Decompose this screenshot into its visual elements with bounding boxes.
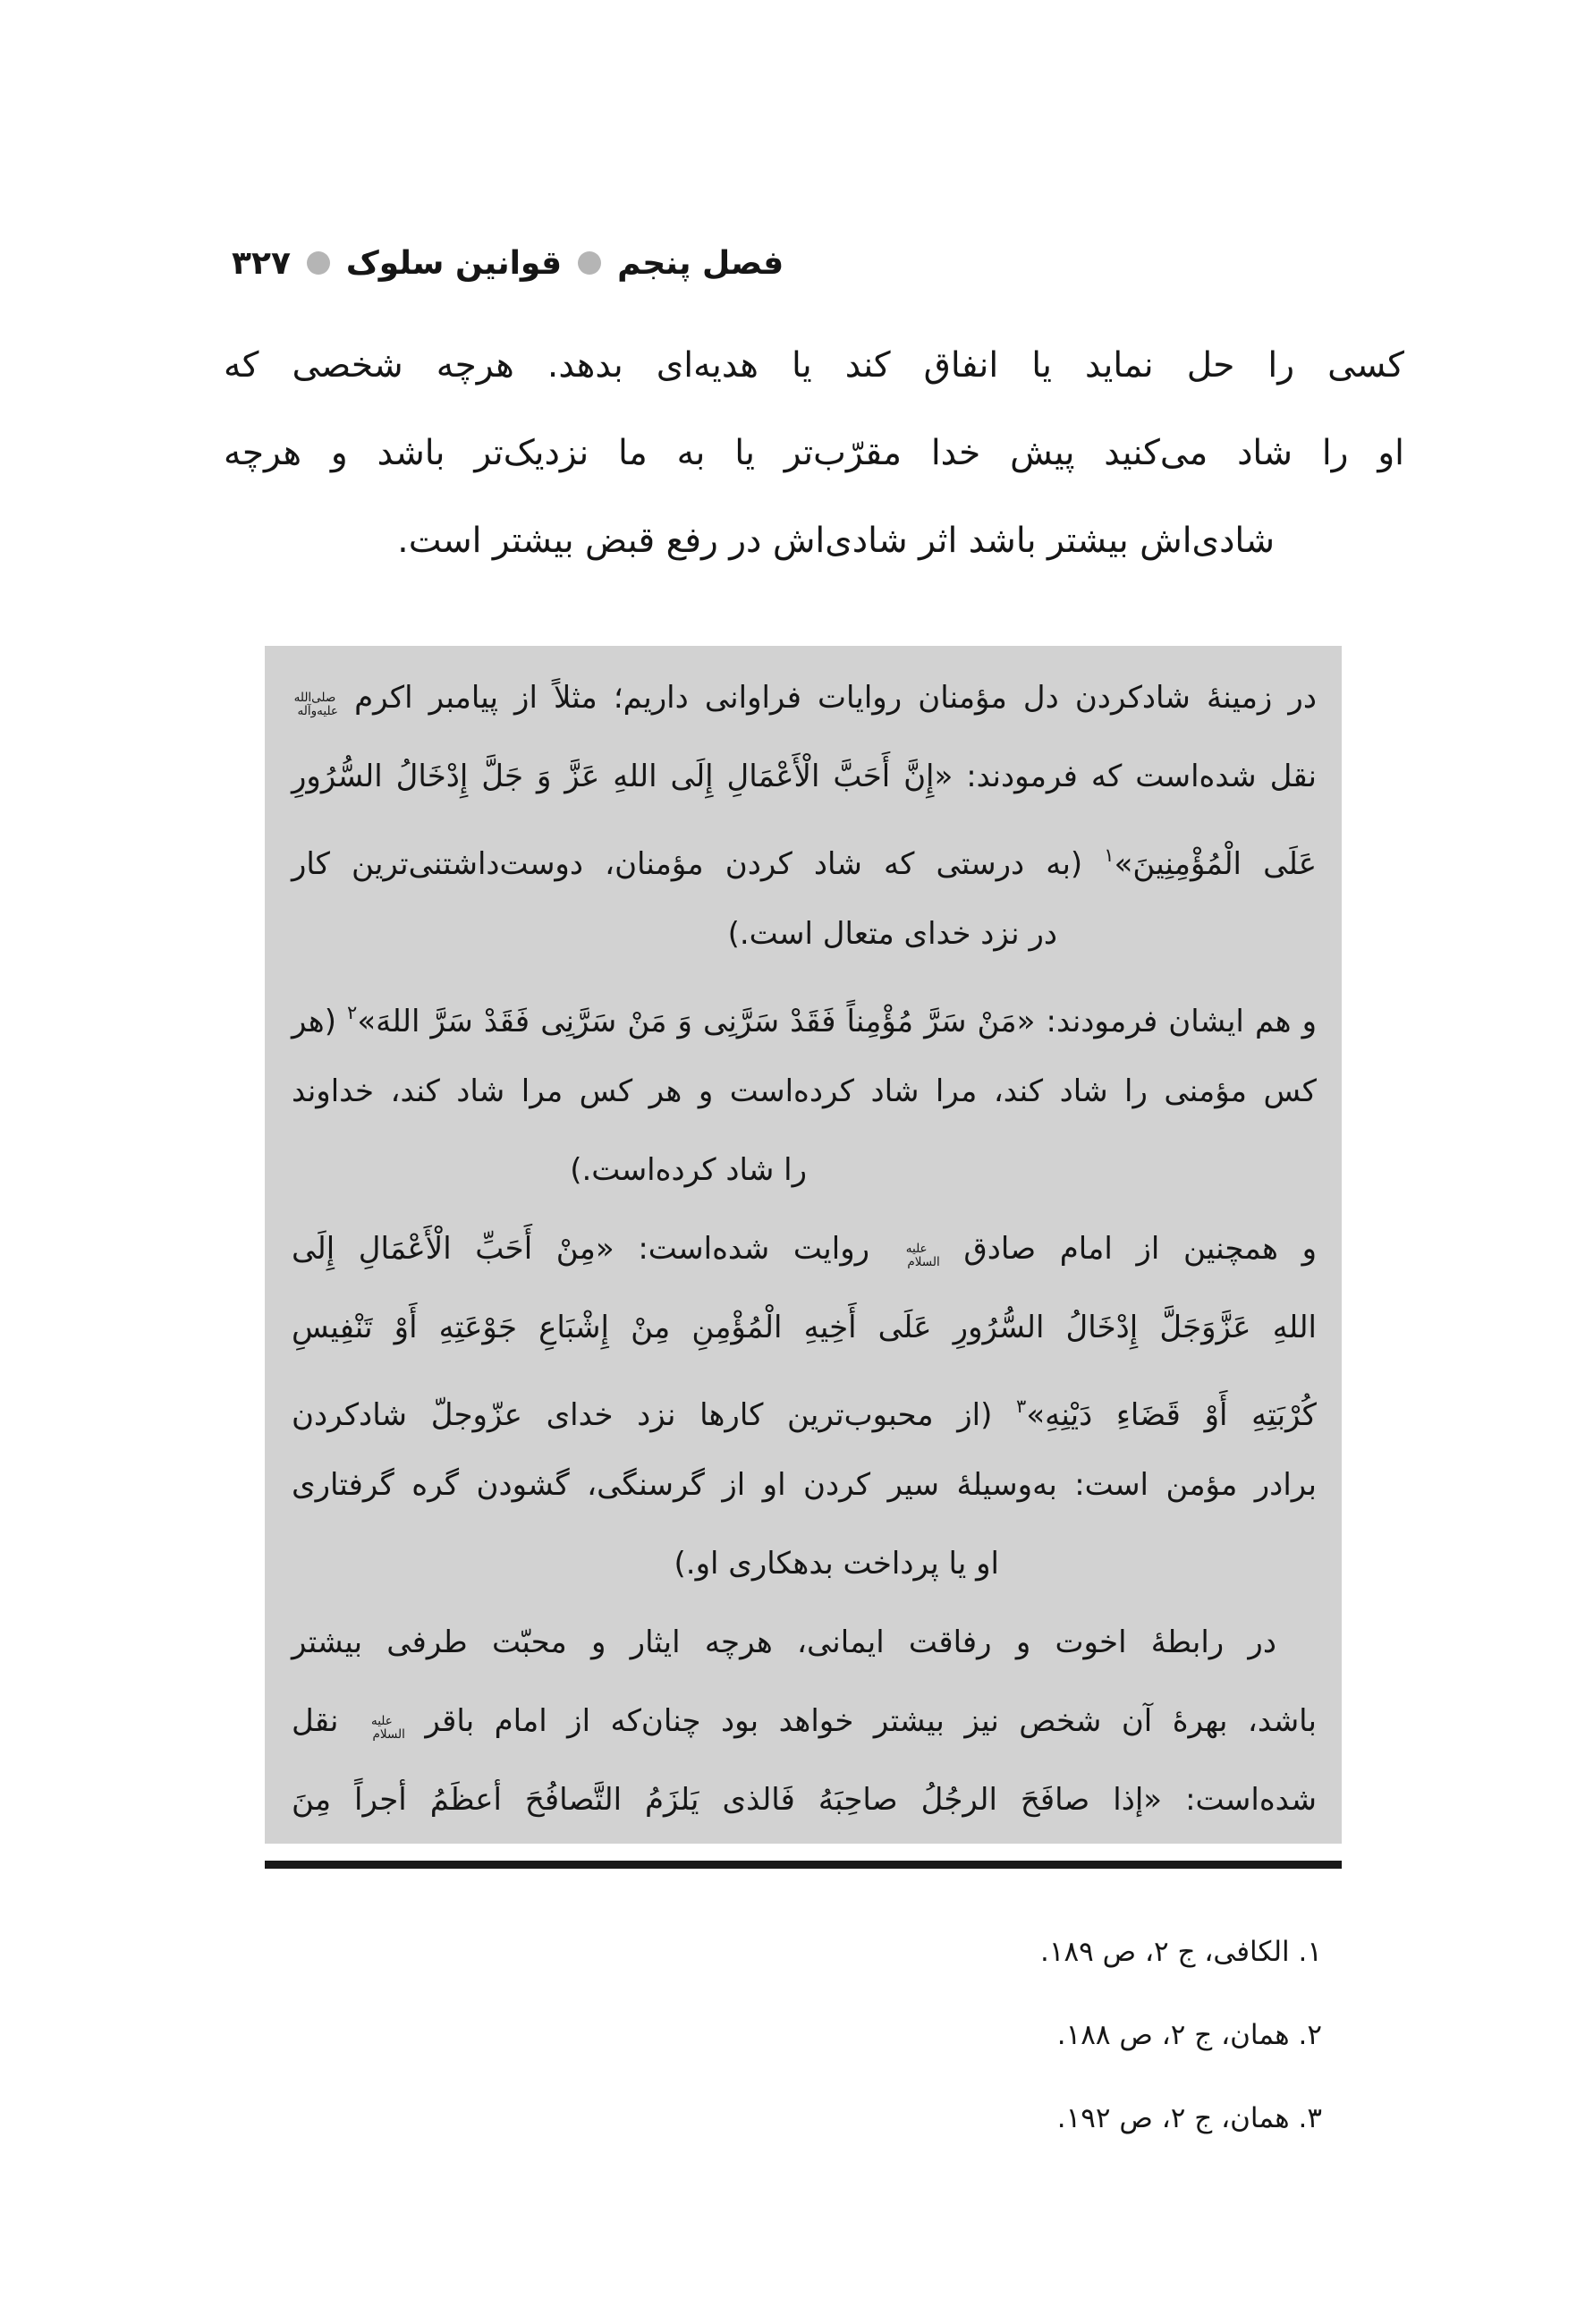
quote-line — [292, 737, 1317, 816]
quote-line — [292, 1209, 1317, 1288]
text-run: اللهِ عَزَّوَجَلَّ إِدْخَالُ السُّرُورِ عَلَی أَخِيهِ الْمُؤْمِنِ مِنْ إِشْبَاعِ جَوْعَتِهِ أَوْ تَنْفِيسِ — [292, 1310, 1317, 1345]
text-run: کس مؤمنی را شاد کند، مرا شاد کرده‌است و هر کس مرا شاد کند، خداوند — [292, 1073, 1317, 1109]
honorific-mark: صلی‌الله علیه‌وآله — [293, 690, 338, 718]
text-run: کسی را حل نماید یا انفاق کند یا هدیه‌ای بدهد. هرچه شخصی که — [224, 345, 1404, 386]
text-run: (به درستی که شاد کردن مؤمنان، دوست‌داشتنی‌ترین کار — [292, 846, 1105, 882]
hadith-quote-block — [265, 646, 1342, 1844]
text-run: کُرْبَتِهِ أَوْ قَضَاءِ دَيْنِهِ» — [1026, 1397, 1317, 1433]
text-run: (هر — [292, 1004, 348, 1039]
text-run: نقل شده‌است که فرمودند: «إِنَّ أَحَبَّ الْأَعْمَالِ إِلَی اللهِ عَزَّ وَ جَلَّ إِدْخَالُ السُّرُورِ — [292, 759, 1317, 794]
page-number: ۳۲۷ — [232, 244, 291, 282]
separator-dot-icon — [578, 251, 601, 275]
text-run: و همچنین از امام صادق — [939, 1231, 1317, 1267]
separator-dot-icon — [307, 251, 330, 275]
text-run: برادر مؤمن است: به‌وسیلهٔ سیر کردن او از گرسنگی، گشودن گره گرفتاری — [292, 1467, 1317, 1503]
quote-line — [292, 1288, 1317, 1367]
text-run: عَلَی الْمُؤْمِنِينَ» — [1114, 846, 1317, 882]
quote-line — [292, 1760, 1317, 1839]
text-run: او را شاد می‌کنید پیش خدا مقرّب‌تر یا به ما نزدیک‌تر باشد و هرچه — [224, 433, 1404, 473]
honorific-mark: علیه السلام — [370, 1713, 405, 1742]
paragraph-line — [224, 322, 1404, 410]
text-run: را شاد کرده‌است.) — [570, 1152, 807, 1188]
quote-line — [292, 1682, 1317, 1760]
quote-line — [292, 658, 1317, 737]
quote-line — [292, 1603, 1317, 1682]
body-paragraph — [224, 322, 1404, 585]
text-run: باشد، بهرهٔ آن شخص نیز بیشتر خواهد بود چنان‌که از امام باقر — [404, 1703, 1318, 1739]
quote-line — [292, 1131, 1317, 1209]
chapter-title: فصل پنجم — [617, 244, 784, 282]
footnote-marker: ۳ — [1016, 1395, 1027, 1417]
text-run: او یا پرداخت بدهکاری او.) — [674, 1546, 999, 1582]
footnotes — [1040, 1911, 1322, 2160]
quote-line — [292, 895, 1317, 973]
paragraph-line — [224, 497, 1404, 585]
quote-line — [292, 973, 1317, 1052]
text-run: ۱. الکافی، ج ۲، ص ۱۸۹. — [1039, 1936, 1322, 1968]
text-run: روایت شده‌است: «مِنْ أَحَبِّ الْأَعْمَالِ إِلَی — [292, 1231, 894, 1267]
footnote-marker: ۲ — [347, 1002, 358, 1023]
quote-line — [292, 1367, 1317, 1446]
text-run: و هم ایشان فرمودند: «مَنْ سَرَّ مُؤْمِناً فَقَدْ سَرَّنِی وَ مَنْ سَرَّنِی فَقَدْ سَرَّ اللهَ» — [357, 1004, 1317, 1039]
quote-line — [292, 1052, 1317, 1131]
footnote-item — [1040, 1994, 1322, 2077]
honorific-mark: علیه السلام — [905, 1241, 940, 1269]
footnote-item — [1040, 2077, 1322, 2160]
quote-line — [292, 1524, 1317, 1603]
paragraph-line — [224, 410, 1404, 497]
text-run: در نزد خدای متعال است.) — [727, 916, 1057, 952]
text-run: (از محبوب‌ترین کارها نزد خدای عزّوجلّ شادکردن — [292, 1397, 1017, 1433]
footnote-marker: ۱ — [1104, 844, 1115, 866]
footnote-item — [1040, 1911, 1322, 1994]
text-run: شادی‌اش بیشتر باشد اثر شادی‌اش در رفع قبض بیشتر است. — [397, 521, 1275, 561]
quote-line — [292, 816, 1317, 895]
quote-line — [292, 1446, 1317, 1524]
running-head — [232, 231, 784, 295]
text-run: ۲. همان، ج ۲، ص ۱۸۸. — [1056, 2019, 1322, 2051]
footnote-separator — [265, 1861, 1342, 1869]
section-title: قوانین سلوک — [345, 244, 563, 282]
text-run: شده‌است: «إذا صافَحَ الرجُلُ صاحِبَهُ فَالذی یَلزَمُ التَّصافُحَ أعظَمُ أجراً مِنَ — [292, 1782, 1317, 1818]
text-run: نقل — [292, 1703, 359, 1739]
text-run: در رابطهٔ اخوت و رفاقت ایمانی، هرچه ایثار و محبّت طرفی بیشتر — [292, 1624, 1276, 1660]
text-run: در زمینهٔ شادکردن دل مؤمنان روایات فراوانی داریم؛ مثلاً از پیامبر اکرم — [338, 680, 1317, 716]
text-run: ۳. همان، ج ۲، ص ۱۹۲. — [1056, 2102, 1322, 2134]
